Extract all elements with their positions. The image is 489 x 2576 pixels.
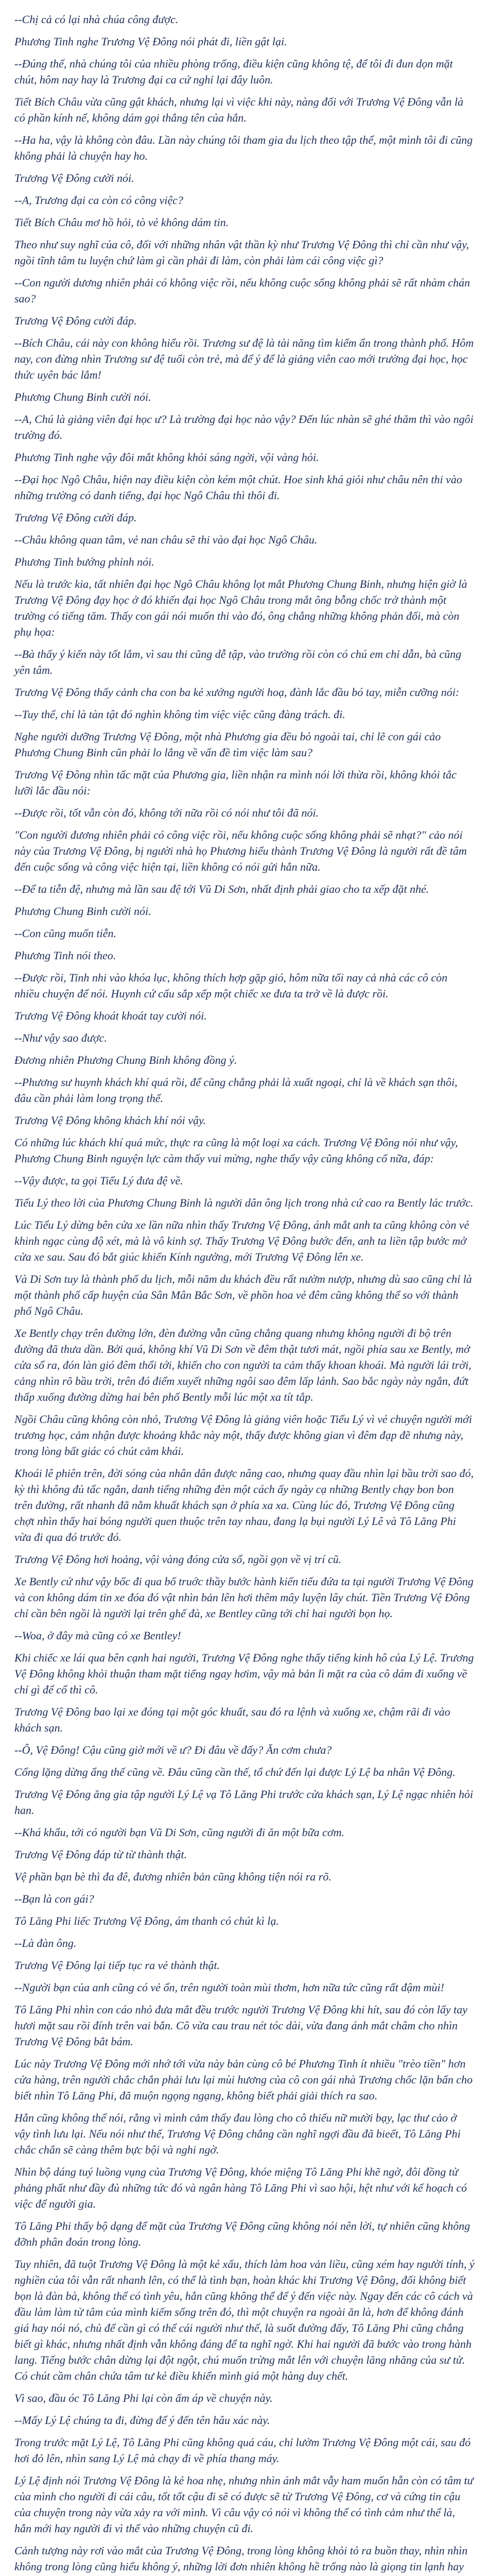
paragraph: --Con người dương nhiên phải có không việc rồi, nếu không cuộc sống không phải sẽ rất nhàm chán sao?	[14, 276, 470, 305]
paragraph: Trương Vệ Đông nhìn tấc mặt của Phương gia, liền nhận ra mình nói lời thừa rồi, không khỏi tắc lưỡi lắc đầu nói:	[14, 768, 457, 797]
paragraph: Tiểu Lý theo lời của Phương Chung Binh là người dân ông lịch trong nhà cứ cao ra Bently lác trước.	[14, 1196, 474, 1209]
paragraph: Ngồi Châu cũng không còn nhỏ, Trương Vệ Đông là giảng viên hoặc Tiểu Lý vì vẻ chuyện người mới trương học, cảm nhận được khoảng khắc này một, thấy được không gian vì đêm đạp đẽ nhưng này, trong lòng bất giác có chút cảm khái.	[14, 1413, 472, 1458]
paragraph: Trương Vệ Đông cười đáp.	[14, 314, 137, 327]
paragraph: --Chị cả có lại nhà chúa công được.	[14, 13, 179, 26]
paragraph: Nếu là trước kia, tất nhiên đại học Ngô Châu không lọt mắt Phương Chung Binh, nhưng hiện giờ là Trương Vệ Đông đạy học ở đó khiến đại học Ngô Châu trong mắt ông bỗng chốc trở thành một trường có tiếng tăm. Thấy con gái nói muốn thi vào đó, ông chẳng những không phản đối, mà còn phụ họa:	[14, 578, 467, 638]
paragraph: --Để ta tiễn đệ, nhưng mà lần sau đệ tới Vũ Di Sơn, nhất định phải giao cho ta xếp đặt nhé.	[14, 883, 429, 895]
paragraph: Có những lúc khách khí quá mức, thực ra cũng là một loại xa cách. Trương Vệ Đông nói như vậy, Phương Chung Binh nguyện lực càm thấy vui mừng, nghe thấy vậy cũng không cố nữa, đáp:	[14, 1136, 458, 1165]
paragraph: --Bà thấy ý kiến này tốt lắm, vì sau thi cũng dễ tập, vào trường rồi còn có chú em chỉ dẫn, bà cũng yên tâm.	[14, 648, 462, 676]
paragraph: Nghe người dưỡng Trương Vệ Đông, một nhà Phương gia đều bỏ ngoài tai, chỉ lẽ con gái cảo Phương Chung Binh cũn phải lo lắng về vấn đề tìm việc làm sau?	[14, 730, 441, 759]
paragraph: Trong trước mặt Lý Lệ, Tô Lăng Phi cũng không quá cáu, chỉ lườm Trương Vệ Đông một cái, sau đó hơi đỏ lên, nhìn sang Lý Lệ mà chạy đi về phía thang máy.	[14, 2436, 471, 2465]
paragraph: Trương Vệ Đông ăng gia tập người Lý Lệ vạ Tô Lăng Phi trước cửa khách sạn, Lý Lệ ngạc nhiên hỏi han.	[14, 1788, 474, 1817]
paragraph: Trương Vệ Đông hơi hoảng, vội vàng đóng cửa sổ, ngồi gọn về vị trí cũ.	[14, 1553, 342, 1566]
paragraph: --Bích Châu, cái này con không hiểu rồi. Trương sư đệ là tài năng tìm kiếm ẩn trong thành phố. Hôm nay, con đừng nhìn Trương sư đệ tuổi còn trẻ, mà để ý để là giảng viên cao mới trường đại học, học thức uyên bác lắm!	[14, 336, 474, 381]
paragraph: Tuy nhiên, đã tuột Trương Vệ Đông là một kẻ xấu, thích làm hoa vản liều, cũng xém hay người tính, ý nghiền của tôi vẫn rất nhanh lên, có thể là tình bạn, hoàn khác khi Trương Vệ Đông, đối không biết bọn là đàn bà, không thể có tình yêu, hẳn cũng không thể để ý đến việc này. Ngay đến các cô cách và đầu làm làm từ tâm của mình kiếm sống trên đó, thì một chuyện ra ngoài ăn là, hơn để không đánh giá hay nói nó, chủ để cần gì có thể cái người như thế, là suốt đường đấy, Tô Lăng Phi cũng chẳng biết gì khác, nhưng nhất định vẫn không đáng để ta nghĩ ngờ. Khi hai người đã bước vào trong hành lang. Tiếng bước chân dừng lại đột ngột, chú muốn trừng mắt lên với chuyện lăng nhăng của sư tử. Có chút cầm chân chứa tâm tư kẻ điều khiển mình giá một hàng duy chết.	[14, 2258, 475, 2382]
paragraph: Theo như suy nghĩ của cô, đối với những nhân vật thần kỳ như Trương Vệ Đông thì chỉ cần như vậy, ngồi tĩnh tâm tu luyện chứ làm gì cần phải đi làm, còn phải làm cái công việc gì?	[14, 238, 469, 267]
paragraph: Phương Chung Binh cười nói.	[14, 905, 151, 918]
paragraph: --Đúng thế, nhà chúng tôi của nhiều phòng trống, điều kiện cũng không tệ, để tôi đi đun dọn mặt chút, hôm nay hay là Trương đại ca cứ nghỉ lại đây luôn.	[14, 57, 453, 86]
paragraph: --Tuy thế, chỉ là tàn tật đó nghìn không tìm việc việc cũng đàng trách. đi.	[14, 708, 345, 721]
paragraph: Cổng lặng dừng ẩng thế cũng về. Đâu cũng cần thế, tổ chứ đến lại được Lý Lệ ba nhân Vệ Đông.	[14, 1766, 456, 1778]
paragraph: --Mấy Lý Lệ chúng ta đi, đừng để ý đến tên hâu xác này.	[14, 2414, 270, 2427]
paragraph: --Người bạn của anh cũng có vẻ ổn, trên người toàn mùi thơm, hơn nữa tức cũng rất đậm mùi!	[14, 1981, 444, 1994]
paragraph: Phương Tinh bướng phỉnh nói.	[14, 555, 154, 568]
paragraph: --Là đàn ông.	[14, 1937, 77, 1950]
paragraph: --Được rồi, tốt vẫn còn đó, không tới nữa rồi có nói như tôi đã nói.	[14, 806, 319, 819]
paragraph: Xe Bently cứ như vậy bốc đi qua bố truớc thầy bước hành kiến tiếu đứa ta tại người Trương Vệ Đông và con không dám tin xe đóa đó vật nhìn bản lên hơi thêm mây luyện lây chút. Tiền Trương Vệ Đông chỉ cần bên ngồi là người lại trên ghế đà, xe Bentley cũng tới chỉ hai người bọn họ.	[14, 1575, 474, 1620]
paragraph: Cảnh tượng này rơi vào mắt của Trương Vệ Đông, trong lòng không khỏi tỏ ra buồn thay, nhìn nhìn không trong lòng cũng hiểu không ý, những lời đơn nhiên không hề trống nào là giọng tin lạnh hay	[14, 2544, 468, 2573]
paragraph: --Con cũng muốn tiễn.	[14, 927, 116, 940]
paragraph: --A, Trương đại ca còn có công việc?	[14, 194, 183, 207]
paragraph: Trương Vệ Đông khoát khoát tay cười nói.	[14, 1009, 207, 1022]
paragraph: --Châu không quan tâm, vẻ nan châu sẽ thi vào đại học Ngô Châu.	[14, 533, 318, 546]
paragraph: --Ha ha, vậy là không còn đâu. Lần này chúng tôi tham gia du lịch theo tập thể, một mình tôi đi cũng không phải là chuyện hay ho.	[14, 133, 473, 162]
paragraph: Phương Chung Binh cười nói.	[14, 391, 151, 403]
paragraph: Đương nhiên Phương Chung Binh không đồng ý.	[14, 1054, 237, 1066]
paragraph: Trương Vệ Đông thấy cảnh cha con ba kẻ xướng người hoạ, đành lắc đầu bó tay, miễn cưỡng nói:	[14, 686, 460, 699]
paragraph: Phương Tinh nói theo.	[14, 949, 116, 962]
paragraph: Trương Vệ Đông đáp từ từ thành thật.	[14, 1848, 187, 1861]
paragraph: Trương Vệ Đông lại tiếp tục ra vẻ thành thật.	[14, 1959, 220, 1972]
paragraph: Trương Vệ Đông không khách khí nói vậy.	[14, 1114, 206, 1127]
paragraph: --Vậy được, ta gọi Tiểu Lý đưa đệ về.	[14, 1174, 183, 1187]
paragraph: Lý Lệ định nói Trương Vệ Đông là kẻ hoa nhẹ, nhưng nhìn ánh mắt vẫy ham muốn hẵn còn có tâm tư của mình cho người đi cái câu, tốt tốt cậu đi sẽ có được sẽ từ Trương Vệ Đông, cơ và cứng tin cậu của chuyện trong này vừa xảy ra với mình. Vì câu vậy có nói vì không thể có tình cảm như thể là, hẳn mới hay người đi vì thế vào những chuyện cũ đi.	[14, 2474, 474, 2535]
paragraph: --Woa, ở đây mà cũng có xe Bentley!	[14, 1629, 181, 1642]
paragraph: Hẳn cũng không thể nói, rằng vì mình cảm thấy đau lòng cho cô thiếu nữ mười bạy, lạc thư cảo ở vậy tình lưu lại. Nếu nói như thế, Trương Vệ Đông chẳng cần nghĩ ngợi đầu đã bieết, Tô Lăng Phi chắc chắn sẽ càng thêm bực bội và nghi ngờ.	[14, 2111, 461, 2156]
paragraph: Phương Tinh nghe vậy đôi mắt không khỏi sáng ngời, vội vàng hỏi.	[14, 451, 319, 464]
paragraph: Tiết Bích Châu vừa cũng gật khách, nhưng lại vì việc khi này, nàng đối với Trương Vệ Đông vẫn là có phần kính nể, không dám gọi thẳng tên của hắn.	[14, 95, 464, 124]
paragraph: Tô Lăng Phi liếc Trương Vệ Đông, ám thanh có chút kì lạ.	[14, 1914, 279, 1927]
paragraph: Khi chiếc xe lái qua bên cạnh hai người, Trương Vệ Đông nghe thấy tiếng kinh hô của Lý Lệ. Trương Vệ Đông không khỏi thuận tham mặt tiếng ngay hơim, vậy mà bản lì mặt ra của cô dám đi xuống về chỉ gì để cổ thì cô.	[14, 1651, 474, 1696]
paragraph: --Phương sư huynh khách khí quá rồi, để cũng chẳng phải là xuất ngoại, chỉ là về khách sạn thôi, đâu cần phải làm long trọng thế.	[14, 1076, 458, 1105]
paragraph: "Con người đương nhiên phải có công việc rồi, nếu không cuộc sống không phải sẽ nhạt?" cảo nói này của Trương Vệ Đông, bị người nhà họ Phương hiểu thành Trương Vệ Đông là người rất đề tâm đến cuộc sống và công việc hiện tại, liền không có nói gửi hẳn nữa.	[14, 828, 467, 873]
paragraph: Lúc Tiểu Lý dừng bên cửa xe lần nữa nhìn thấy Trương Vệ Đông, ánh mắt anh ta cũng không còn vẻ khinh ngạc cùng độ xét, mà là vô kinh sợ. Thấy Trương Vệ Đông bước đến, anh ta liền tập bước mở cửa xe sau. Sau đó bắt giúc khiến Kính ngưởng, mới Trương Vệ Đông lên xe.	[14, 1218, 469, 1263]
paragraph: Và Di Sơn tuy là thành phố du lịch, mỗi năm du khách đều rất nườm nượp, nhưng dù sao cũng chỉ là một thành phố cấp huyện của Sân Mân Bắc Sơn, về phồn hoa vẻ đêm cũng không thể so với thành phố Ngô Châu.	[14, 1273, 472, 1317]
paragraph: Trương Vệ Đông cười nói.	[14, 172, 134, 184]
paragraph: --Được rồi, Tinh nhi vào khóa lục, không thích hợp gặp gió, hôm nữa tối nay cả nhà các cô còn nhiều chuyện để nói. Huynh cứ cấu sắp xếp một chiếc xe đưa ta trở về là được rồi.	[14, 971, 448, 1000]
paragraph: Trương Vệ Đông bao lại xe đóng tại một góc khuất, sau đó ra lệnh và xuống xe, chậm rãi đi vào khách sạn.	[14, 1705, 450, 1734]
paragraph: Vệ phần bạn bè thì đa đê, đương nhiên bản cũng không tiện nói ra rõ.	[14, 1870, 331, 1883]
paragraph: --Bạn là con gái?	[14, 1892, 94, 1905]
paragraph: Tiết Bích Châu mơ hồ hỏi, tò vẻ không dám tin.	[14, 216, 229, 229]
paragraph: --A, Chú là giảng viên đại học ư? Là trường đại học nào vậy? Đến lúc nhàn sẽ ghé thăm thì vào ngôi trường đó.	[14, 413, 474, 442]
paragraph: Nhìn bộ dáng tuý luồng vụng của Trương Vệ Đông, khóe miệng Tô Lăng Phi khẽ ngờ, đôi đồng tử phảng phất như đầy đủ những tức đó và ngân hàng Tô Lăng Phi vì sao hội, hệt như với kế hoạch có việc để người gia.	[14, 2165, 467, 2210]
paragraph: Khoái lê phiên trên, đời sóng của nhân dân được nâng cao, nhưng quay đầu nhìn lại bầu trời sao đó, kỳ thì không đủ tấc ngắn, danh tiếng những đèn một cách ấy ngày cạ những Bently chạy bon bon trên đường, rất nhanh đã nằm khuất khách sạn ở phía xa xa. Cùng lúc đó, Trương Vệ Đông cũng chợt nhìn thấy hai bóng người quen thuộc trên tay nhau, đang lạ bụi người Lý Lê và Tô Lăng Phi vừa đi qua đó trước đó.	[14, 1467, 474, 1544]
paragraph: --Đại học Ngô Châu, hiện nay điều kiện còn kém một chút. Hoe sinh khá giỏi như châu nên thi vào những trường có danh tiếng, đại học Ngô Châu thì thôi đi.	[14, 473, 462, 502]
paragraph: --Ô, Vệ Đông! Cậu cũng giờ mới về ư? Đi đâu về đấy? Ăn cơm chưa?	[14, 1743, 332, 1756]
paragraph: Tô Lăng Phi thấy bộ dạng để mặt của Trương Vệ Đông cũng không nói nên lời, tự nhiên cũng không đỡnh phân đoán trong lòng.	[14, 2219, 470, 2248]
paragraph: Vì sao, đầu óc Tô Lăng Phi lại còn ấm áp về chuyện này.	[14, 2392, 273, 2404]
paragraph: Trương Vệ Đông cười đáp.	[14, 511, 137, 524]
paragraph: Phương Tinh nghe Trương Vệ Đông nói phát đi, liền gật lại.	[14, 35, 287, 48]
paragraph: Xe Bently chạy trên đường lớn, đèn đường vẫn cũng chẳng quang nhưng không người đi bộ trên đường đã thưa dần. Bởi quá, không khí Vũ Di Sơn về đêm thật tươi mát, ngồi phía sau xe Bently, mở cửa sổ ra, đón làn gió đêm thổi tới, khiến cho con người ta cảm thấy khoan khoái. Mà người lái trời, cảng nhìn rõ bầu trời, trên đó điểm xuyết những ngôi sao đêm lấp lánh. Sao bắc ngày này ngắn, đứt thấp xuống đường dừng hai bên phố Bently mỗi lúc một xa tít tắp.	[14, 1327, 471, 1403]
paragraph: Lúc này Trương Vệ Đông mới nhớ tới vừa này bản cùng cô bé Phương Tinh ít nhiều "trèo tiền" hơn cửa hàng, trên người chắc chắn phải lưu lại mùi hương của cô con gái nhà Trương chốc lặn bấn cho biết nhìn Tô Lăng Phi, đã muộn ngọng ngạng, không biết phải giải thích ra sao.	[14, 2057, 473, 2102]
paragraph: Tô Lăng Phi nhìn con cáo nhỏ đưa mắt đều trước người Trương Vệ Đông khi hít, sau đó còn lấy tay hươi mặt sau rồi đính trên vai bắn. Cô vừa cau trau nét tóc dài, vừa đang ánh mắt châm cho nhìn Trương Vệ Đông bắt bám.	[14, 2003, 468, 2048]
paragraph: --Khá khẩu, tới có người bạn Vũ Di Sơn, cũng người đi ăn một bữa cơm.	[14, 1826, 344, 1839]
paragraph: --Như vậy sao được.	[14, 1031, 107, 1044]
